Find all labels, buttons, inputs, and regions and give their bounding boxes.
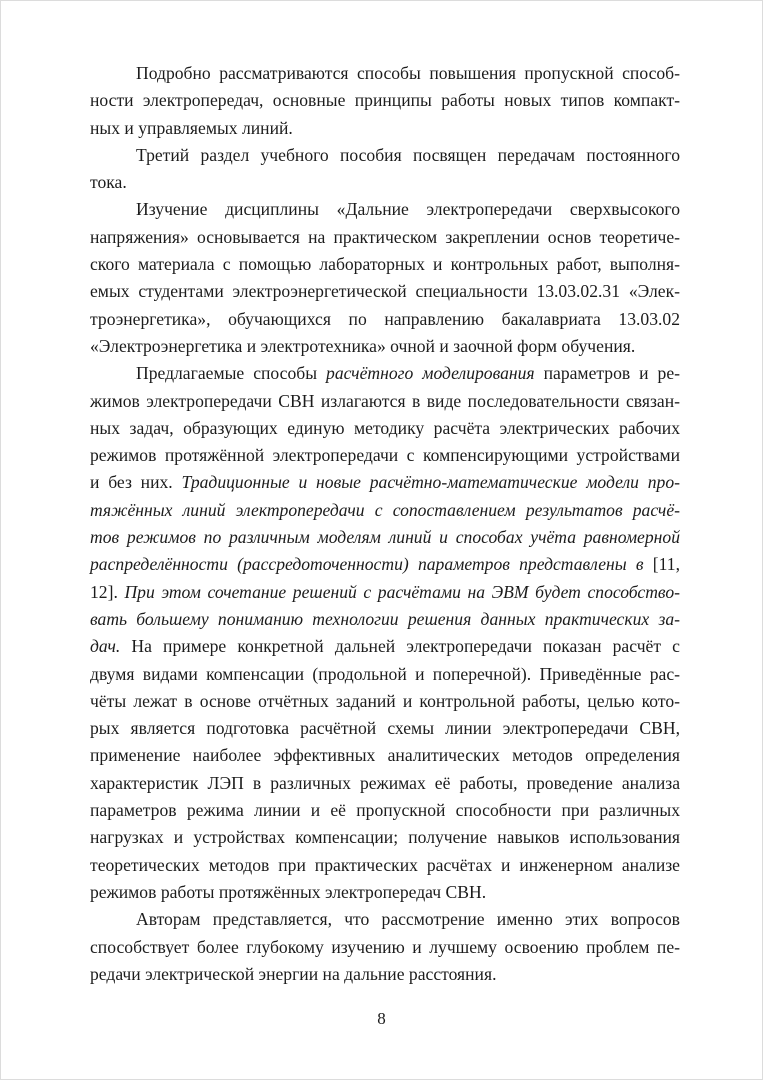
text-line xyxy=(90,742,680,769)
text-line xyxy=(90,661,680,688)
text-run: параметров и ре- xyxy=(534,363,681,384)
italic-text-run: расчётного моделирования xyxy=(326,363,535,384)
text-run: характеристик ЛЭП в различных режимах её работы, проведение анализа xyxy=(90,772,680,793)
paragraph xyxy=(90,906,680,988)
text-line xyxy=(90,169,680,196)
text-run: двумя видами компенсации (продольной и поперечной). Приведённые рас- xyxy=(90,663,680,684)
page-number: 8 xyxy=(377,1009,386,1028)
text-line xyxy=(90,87,680,114)
text-line xyxy=(90,442,680,469)
text-run: «Электроэнергетика и электротехника» очной и заочной форм обучения. xyxy=(90,335,636,356)
text-line xyxy=(90,824,680,851)
text-run: ных задач, образующих единую методику расчёта электрических рабочих xyxy=(90,417,680,438)
text-line xyxy=(90,934,680,961)
text-line xyxy=(90,961,680,988)
text-run: напряжения» основывается на практическом закреплении основ теоретиче- xyxy=(90,226,680,247)
text-run: На примере конкретной дальней электропередачи показан расчёт с xyxy=(120,636,680,657)
italic-text-run: тяжённых линий электропередачи с сопоставлением результатов расчё- xyxy=(90,499,680,520)
text-run: ского материала с помощью лабораторных и контрольных работ, выполня- xyxy=(90,254,680,275)
text-line xyxy=(90,415,680,442)
italic-text-run: тов режимов по различным моделям линий и способах учёта равномерной xyxy=(90,527,680,548)
text-line xyxy=(90,115,680,142)
text-line xyxy=(90,306,680,333)
italic-text-run: распределённости (рассредоточенности) параметров представлены в xyxy=(90,554,653,575)
text-line xyxy=(90,551,680,578)
text-run: способствует более глубокому изучению и лучшему освоению проблем пе- xyxy=(90,936,680,957)
italic-text-run: вать большему пониманию технологии решения данных практических за- xyxy=(90,608,680,629)
text-run: чёты лежат в основе отчётных заданий и контрольной работы, целью кото- xyxy=(90,690,680,711)
text-line xyxy=(90,579,680,606)
text-run: режимов протяжённой электропередачи с компенсирующими устройствами xyxy=(90,445,680,466)
text-line xyxy=(90,770,680,797)
text-line xyxy=(90,524,680,551)
text-line xyxy=(90,196,680,223)
text-run: тока. xyxy=(90,172,127,193)
text-run: ных и управляемых линий. xyxy=(90,117,293,138)
text-line xyxy=(90,906,680,933)
text-line xyxy=(90,251,680,278)
text-run: параметров режима линии и её пропускной способности при различных xyxy=(90,800,680,821)
text-run: ности электропередач, основные принципы работы новых типов компакт- xyxy=(90,90,680,111)
italic-text-run: При этом сочетание решений с расчётами на ЭВМ будет способство- xyxy=(124,581,680,602)
text-line xyxy=(90,333,680,360)
paragraph xyxy=(90,360,680,906)
italic-text-run: Традиционные и новые расчётно-математические модели про- xyxy=(181,472,680,493)
text-run: редачи электрической энергии на дальние расстояния. xyxy=(90,963,497,984)
paragraph xyxy=(90,142,680,197)
paragraph xyxy=(90,196,680,360)
text-line xyxy=(90,633,680,660)
text-run: Подробно рассматриваются способы повышения пропускной способ- xyxy=(136,63,680,83)
text-line xyxy=(90,388,680,415)
text-run: рых является подготовка расчётной схемы линии электропередачи СВН, xyxy=(90,718,680,739)
text-line xyxy=(90,497,680,524)
text-line xyxy=(90,142,680,169)
text-run: Предлагаемые способы xyxy=(136,363,327,384)
text-line xyxy=(90,688,680,715)
text-line xyxy=(90,469,680,496)
text-run: [11, xyxy=(652,554,680,575)
text-run: применение наиболее эффективных аналитических методов определения xyxy=(90,745,680,766)
text-run: емых студентами электроэнергетической специальности 13.03.02.31 «Элек- xyxy=(90,281,680,302)
text-line xyxy=(90,60,680,87)
text-line xyxy=(90,606,680,633)
text-run: и без них. xyxy=(90,472,182,493)
text-run: нагрузках и устройствах компенсации; получение навыков использования xyxy=(90,827,680,848)
text-run: жимов электропередачи СВН излагаются в виде последовательности связан- xyxy=(90,390,680,411)
text-run: теоретических методов при практических расчётах и инженерном анализе xyxy=(90,854,680,875)
text-line xyxy=(90,715,680,742)
text-run: режимов работы протяжённых электропередач СВН. xyxy=(90,881,487,902)
text-block xyxy=(90,60,680,988)
text-line xyxy=(90,360,680,387)
text-line xyxy=(90,852,680,879)
text-run: троэнергетика», обучающихся по направлению бакалавриата 13.03.02 xyxy=(90,308,680,329)
text-line xyxy=(90,797,680,824)
italic-text-run: дач. xyxy=(90,636,121,657)
text-run: 12]. xyxy=(90,581,125,602)
text-run: Третий раздел учебного пособия посвящен передачам постоянного xyxy=(136,144,680,165)
text-line xyxy=(90,278,680,305)
text-run: Авторам представляется, что рассмотрение именно этих вопросов xyxy=(136,909,680,930)
text-line xyxy=(90,879,680,906)
text-run: Изучение дисциплины «Дальние электропередачи сверхвысокого xyxy=(136,199,680,220)
paragraph xyxy=(90,60,680,142)
text-line xyxy=(90,224,680,251)
